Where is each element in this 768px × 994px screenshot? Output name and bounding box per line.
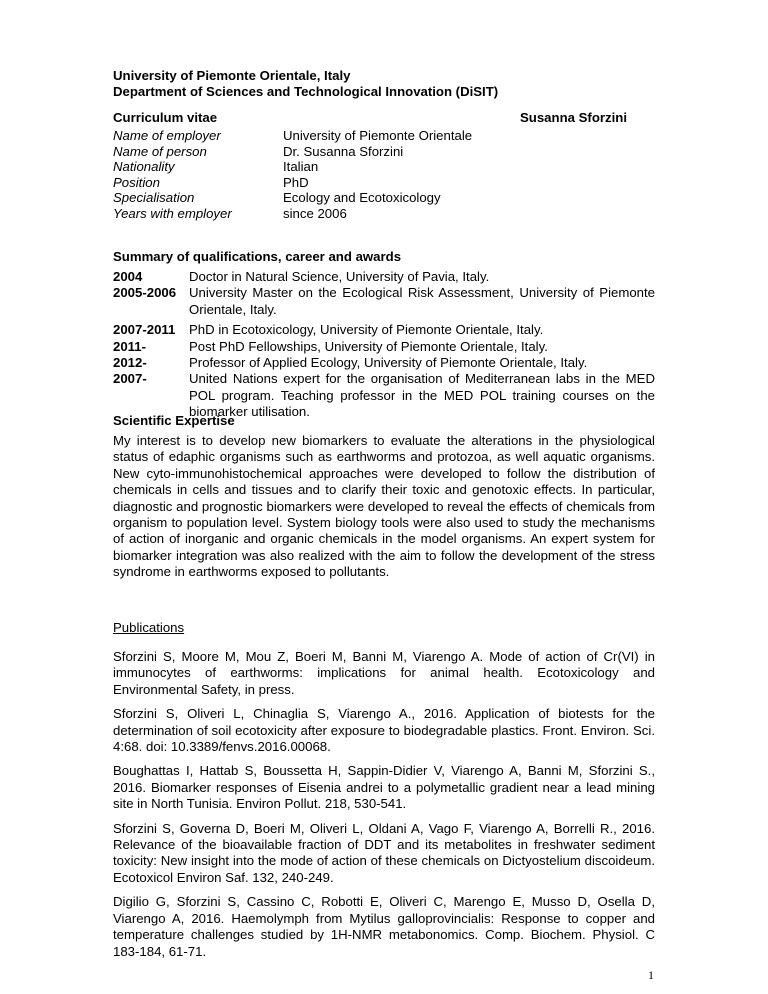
info-value: since 2006 <box>283 205 347 221</box>
personal-info-table <box>113 128 673 222</box>
publication-entry: Sforzini S, Governa D, Boeri M, Oliveri L, Oldani A, Vago F, Viarengo A, Borrelli R., 2016. Relevance of the bioavailable fraction of DDT and its metabolites in freshwater sediment toxicity: New insight into the mode of action of these chemicals on Dictyostelium discoideum. Ecotoxicol Environ Saf. 132, 240-249. <box>113 820 655 885</box>
info-label: Name of person <box>113 143 207 159</box>
info-label: Name of employer <box>113 128 221 143</box>
qualification-year: 2007-2011 <box>113 322 176 338</box>
info-value: University of Piemonte Orientale <box>283 128 473 143</box>
publications-list <box>113 649 655 968</box>
publication-entry: Digilio G, Sforzini S, Cassino C, Robotti E, Oliveri C, Marengo E, Musso D, Osella D, Viarengo A, 2016. Haemolymph from Mytilus galloprovincialis: Response to copper and temperature challenges studied by 1H-NMR metabonomics. Comp. Biochem. Physiol. C 183-184, 61-71. <box>113 894 655 959</box>
person-name: Susanna Sforzini <box>520 110 627 125</box>
qualification-item <box>113 355 655 371</box>
qualification-text: Professor of Applied Ecology, University of Piemonte Orientale, Italy. <box>189 355 588 371</box>
publications-heading: Publications <box>113 620 185 635</box>
expertise-paragraph: My interest is to develop new biomarkers to evaluate the alterations in the physiological status of edaphic organisms such as earthworms and protozoa, as well aquatic organisms. New cyto-immunohistochemical approaches were developed to follow the distribution of chemicals in cells and tissues and to clarify their toxic and genotoxic effects. In particular, diagnostic and prognostic biomarkers were developed to reveal the effects of chemicals from organism to population level. System biology tools were also used to study the mechanisms of action of inorganic and organic chemicals in the model organisms. An expert system for biomarker integration was also realized with the aim to follow the development of the stress syndrome in earthworms exposed to pollutants. <box>113 433 655 580</box>
qualification-text: United Nations expert for the organisation of Mediterranean labs in the MED POL program. Teaching professor in the MED POL training courses on the biomarker utilisation. <box>189 371 655 420</box>
qualification-item <box>113 285 655 318</box>
info-value: Dr. Susanna Sforzini <box>283 143 404 159</box>
qualification-item <box>113 339 655 355</box>
info-label: Specialisation <box>113 190 195 206</box>
info-row <box>113 159 673 175</box>
qualification-text: PhD in Ecotoxicology, University of Piemonte Orientale, Italy. <box>189 322 544 338</box>
document-title: Curriculum vitae <box>113 110 218 125</box>
qualifications-list <box>113 269 655 421</box>
qualification-text: Doctor in Natural Science, University of Pavia, Italy. <box>189 269 490 284</box>
expertise-heading: Scientific Expertise <box>113 413 235 428</box>
qualification-text: Post PhD Fellowships, University of Piemonte Orientale, Italy. <box>189 338 548 354</box>
page-number: 1 <box>648 968 654 982</box>
qualification-year: 2012- <box>113 355 147 371</box>
info-value: Ecology and Ecotoxicology <box>283 190 441 206</box>
qualification-year: 2007- <box>113 371 147 387</box>
university-heading: University of Piemonte Orientale, Italy <box>113 68 351 83</box>
qualification-item <box>113 322 655 338</box>
publication-entry: Sforzini S, Oliveri L, Chinaglia S, Viarengo A., 2016. Application of biotests for the determination of soil ecotoxicity after exposure to biodegradable plastics. Front. Environ. Sci. 4:68. doi: 10.3389/fenvs.2016.00068. <box>113 706 655 755</box>
publication-entry: Boughattas I, Hattab S, Boussetta H, Sappin-Didier V, Viarengo A, Banni M, Sforzini S., 2016. Biomarker responses of Eisenia andrei to a polymetallic gradient near a lead mining site in North Tunisia. Environ Pollut. 218, 530-541. <box>113 763 655 812</box>
qualifications-heading: Summary of qualifications, career and awards <box>113 249 402 264</box>
info-label: Nationality <box>113 159 175 175</box>
info-label: Position <box>113 174 160 190</box>
info-row <box>113 206 673 222</box>
info-value: Italian <box>283 159 319 175</box>
department-heading: Department of Sciences and Technological Innovation (DiSIT) <box>113 84 499 99</box>
qualification-year: 2011- <box>113 338 147 354</box>
publication-entry: Sforzini S, Moore M, Mou Z, Boeri M, Banni M, Viarengo A. Mode of action of Cr(VI) in immunocytes of earthworms: implications for animal health. Ecotoxicology and Environmental Safety, in press. <box>113 649 655 697</box>
info-row <box>113 128 673 144</box>
info-value: PhD <box>283 174 309 190</box>
qualification-year: 2005-2006 <box>113 285 177 301</box>
info-row <box>113 144 673 160</box>
qualification-text: University Master on the Ecological Risk Assessment, University of Piemonte Orientale, Italy. <box>189 285 655 317</box>
info-label: Years with employer <box>113 205 232 221</box>
info-row <box>113 190 673 206</box>
qualification-item <box>113 269 655 285</box>
qualification-year: 2004 <box>113 269 143 284</box>
info-row <box>113 175 673 191</box>
